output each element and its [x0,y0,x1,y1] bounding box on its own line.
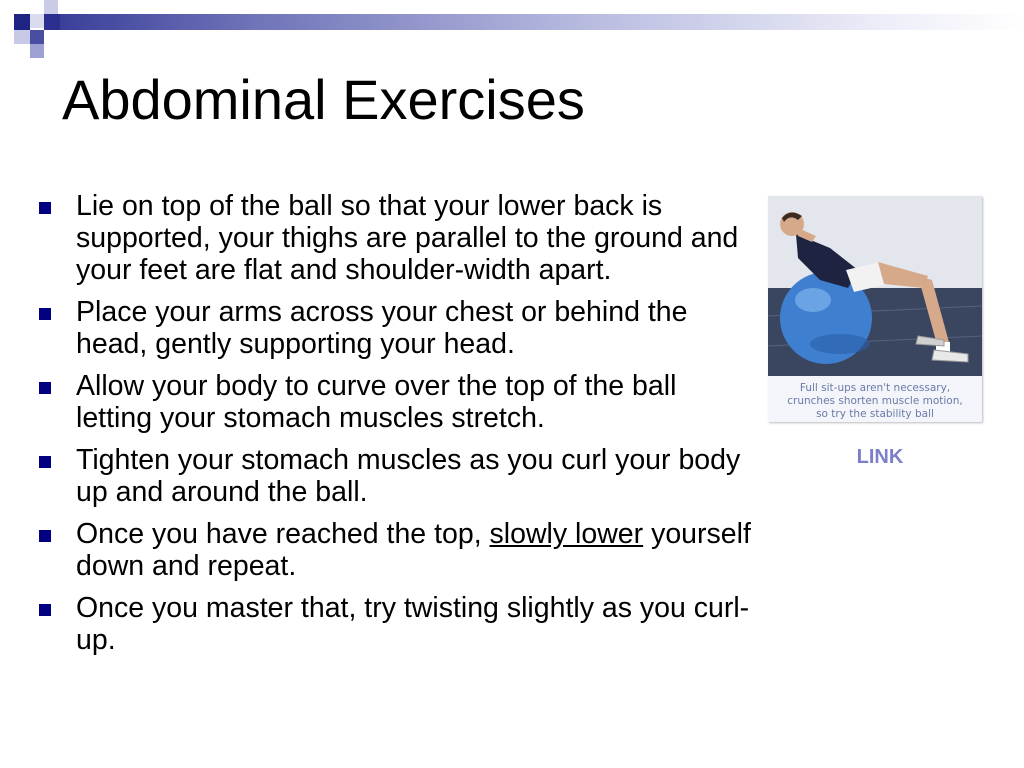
bullet-text: yourself down and repeat. [76,518,751,582]
header-decoration-square [14,30,30,44]
bullet-item [36,444,756,508]
square-bullet-icon [39,202,51,214]
bullet-text: Lie on top of the ball so that your lower back is supported, your thighs are parallel to the ground and your feet are flat and shoulder-width apart. [76,190,739,286]
square-bullet-icon [39,604,51,616]
link[interactable]: LINK [856,446,904,468]
stability-ball-crunch-image [768,196,982,376]
bullet-item [36,592,756,656]
bullet-item [36,370,756,434]
bullet-item [36,518,756,582]
image-caption-line: Full sit-ups aren't necessary, [799,382,951,394]
bullet-text: Tighten your stomach muscles as you curl your body up and around the ball. [76,444,741,508]
square-bullet-icon [39,382,51,394]
bullet-item [36,190,756,286]
header-gradient-bar [60,14,1024,30]
image-caption [768,382,982,421]
header-decoration-square [30,30,44,44]
header-decoration-square [44,0,58,14]
image-caption-line: so try the stability ball [816,408,934,420]
bullet-text: Once you master that, try twisting slightly as you curl-up. [76,592,750,656]
square-bullet-icon [39,308,51,320]
square-bullet-icon [39,456,51,468]
bullet-list [36,190,756,666]
header-decoration-square [14,14,30,30]
image-caption-line: crunches shorten muscle motion, [787,395,963,407]
bullet-text: Place your arms across your chest or behind the head, gently supporting your head. [76,296,688,360]
bullet-text-underlined: slowly lower [489,518,644,550]
header-decoration-square [30,14,44,28]
header-decoration-square [44,14,60,30]
square-bullet-icon [39,530,51,542]
bullet-text: Once you have reached the top, [76,518,490,550]
slide-title: Abdominal Exercises [62,68,585,131]
bullet-text: Allow your body to curve over the top of the ball letting your stomach muscles stretch. [76,370,677,434]
header-decoration-square [30,44,44,58]
bullet-item [36,296,756,360]
